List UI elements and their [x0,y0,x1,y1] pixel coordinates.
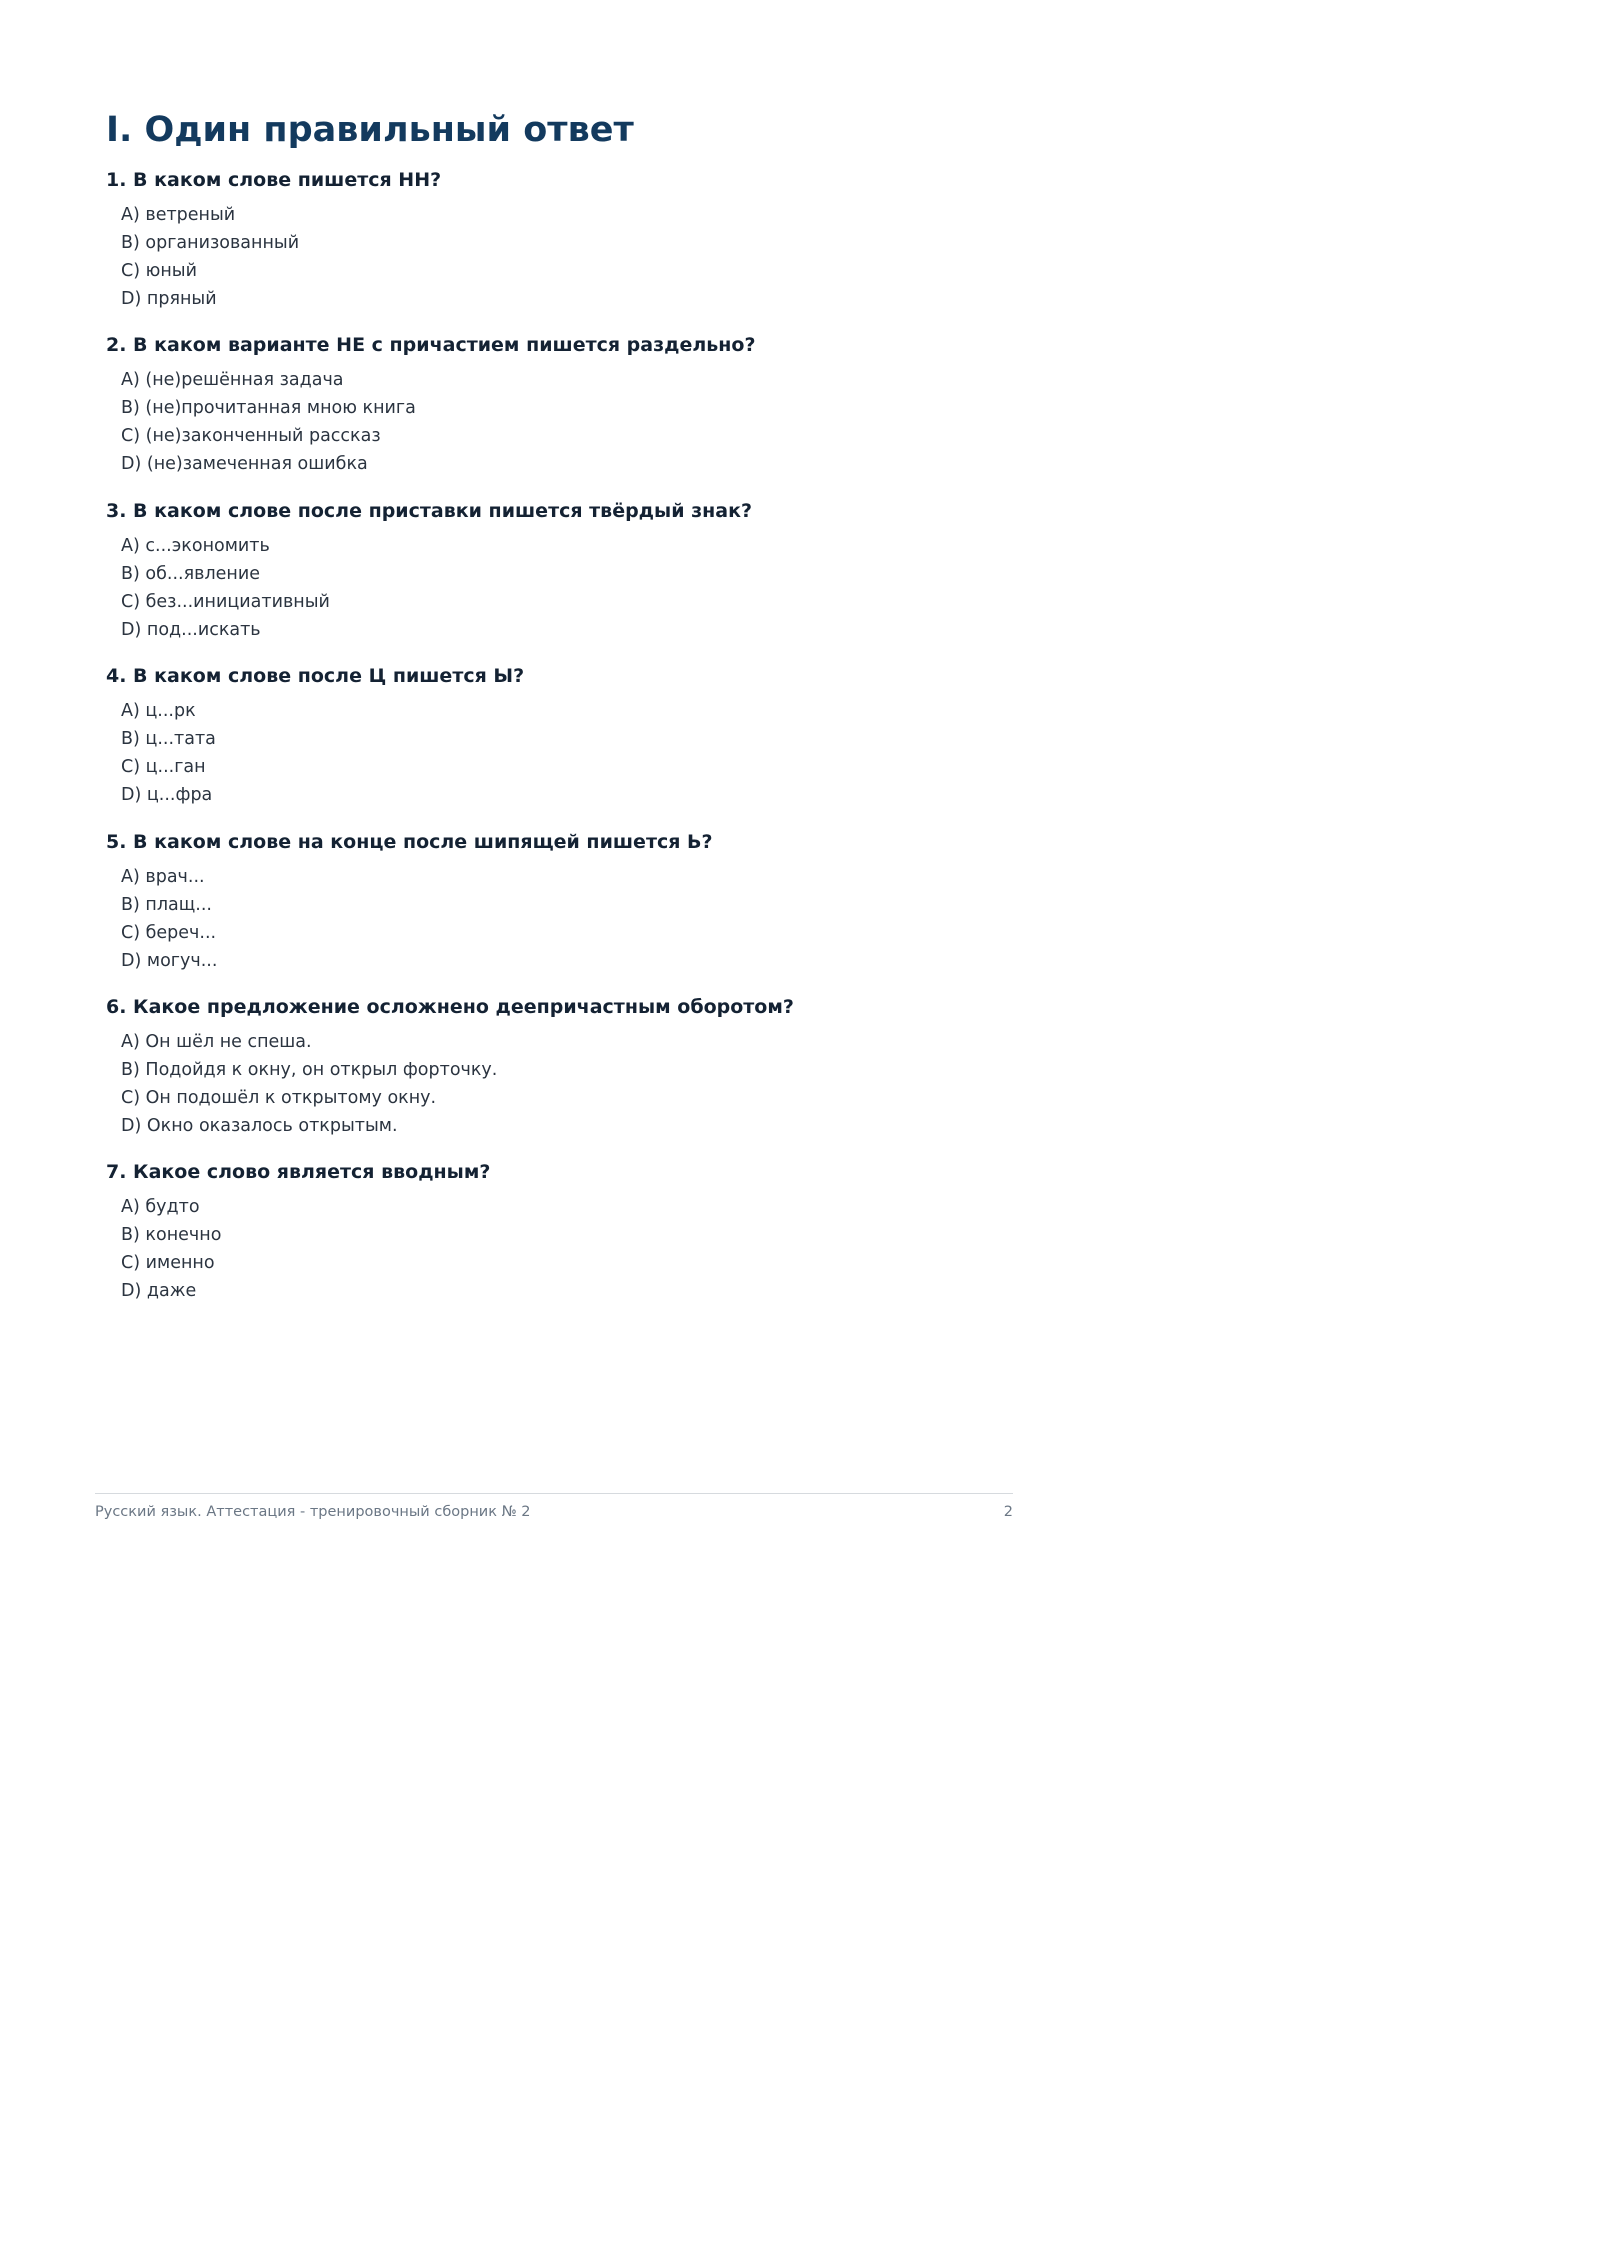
option-a [121,697,216,725]
option-text: ц...тата [145,729,216,750]
question-text: 6. Какое предложение осложнено деепричастным оборотом? [106,995,794,1018]
question-1 [106,164,1006,329]
option-letter: A) [121,1197,140,1218]
section-title: I. Один правильный ответ [106,110,634,150]
option-d [121,450,416,478]
option-a [121,201,299,229]
option-d [121,285,299,313]
option-d [121,947,217,975]
option-list [106,1193,221,1305]
option-text: могуч... [146,950,218,971]
option-text: врач... [145,866,205,887]
option-c [121,588,330,616]
option-a [121,1028,497,1056]
option-letter: A) [121,205,140,225]
question-3 [106,495,1006,660]
option-list [106,366,416,478]
option-letter: C) [121,1087,141,1108]
option-a [121,863,217,891]
option-letter: D) [121,785,142,806]
option-b [121,725,216,753]
option-text: ц...ган [145,757,206,778]
option-letter: C) [121,591,141,612]
option-text: ц...фра [146,785,213,806]
option-c [121,753,216,781]
question-text: 7. Какое слово является вводным? [106,1161,491,1184]
footer-divider [95,1493,1013,1494]
option-a [121,532,330,560]
option-letter: C) [121,261,141,281]
option-d [121,1112,497,1140]
option-letter: B) [121,894,140,915]
option-letter: B) [121,1225,140,1246]
option-text: (не)законченный рассказ [145,426,381,447]
option-letter: D) [121,619,142,640]
option-text: пряный [146,289,217,309]
option-c [121,919,217,947]
footer-title: Русский язык. Аттестация - тренировочный сборник № 2 [95,1504,531,1520]
option-letter: B) [121,1059,140,1080]
option-text: (не)замеченная ошибка [146,454,368,475]
question-text: 4. В каком слове после Ц пишется Ы? [106,665,525,688]
option-b [121,394,416,422]
option-letter: D) [121,950,142,971]
question-6 [106,991,1006,1156]
option-b [121,1221,221,1249]
option-letter: B) [121,398,140,419]
option-d [121,781,216,809]
option-text: юный [145,261,197,281]
document-page [0,0,1100,1555]
option-letter: D) [121,454,142,475]
option-letter: C) [121,1253,141,1274]
option-text: без...инициативный [145,591,330,612]
option-text: именно [145,1253,215,1274]
option-b [121,891,217,919]
option-text: будто [145,1197,200,1218]
option-list [106,201,299,313]
question-text: 1. В каком слове пишется НН? [106,169,442,191]
question-list [106,164,1006,1322]
option-text: Он подошёл к открытому окну. [145,1087,437,1108]
option-letter: D) [121,289,142,309]
option-text: даже [146,1281,197,1302]
option-letter: A) [121,866,140,887]
option-a [121,366,416,394]
question-4 [106,660,1006,825]
option-letter: B) [121,563,140,584]
option-letter: C) [121,757,141,778]
option-b [121,229,299,257]
option-text: береч... [145,922,217,943]
option-text: конечно [145,1225,222,1246]
option-text: под...искать [146,619,261,640]
option-letter: D) [121,1115,142,1136]
option-list [106,532,330,644]
option-text: Окно оказалось открытым. [146,1115,398,1136]
question-2 [106,329,1006,494]
option-text: с...экономить [145,535,270,556]
option-c [121,257,299,285]
option-d [121,1277,221,1305]
option-letter: B) [121,729,140,750]
question-text: 5. В каком слове на конце после шипящей пишется Ь? [106,830,713,853]
option-b [121,560,330,588]
question-text: 2. В каком варианте НЕ с причастием пишется раздельно? [106,334,756,357]
option-text: (не)прочитанная мною книга [145,398,416,419]
option-letter: A) [121,1031,140,1052]
option-c [121,1249,221,1277]
question-text: 3. В каком слове после приставки пишется твёрдый знак? [106,499,753,522]
option-text: ц...рк [145,701,196,722]
option-letter: A) [121,701,140,722]
option-text: об...явление [145,563,260,584]
question-7 [106,1156,1006,1321]
option-text: (не)решённая задача [145,370,344,391]
option-text: плащ... [145,894,212,915]
option-letter: D) [121,1281,142,1302]
option-list [106,863,217,975]
option-text: организованный [145,233,300,253]
option-c [121,422,416,450]
option-list [106,1028,497,1140]
page-number: 2 [1003,1504,1013,1520]
question-5 [106,826,1006,991]
option-list [106,697,216,809]
option-d [121,616,330,644]
option-letter: C) [121,922,141,943]
option-a [121,1193,221,1221]
option-letter: A) [121,535,140,556]
option-letter: B) [121,233,140,253]
option-text: Подойдя к окну, он открыл форточку. [145,1059,498,1080]
option-b [121,1056,497,1084]
option-letter: C) [121,426,141,447]
option-text: Он шёл не спеша. [145,1031,312,1052]
option-c [121,1084,497,1112]
option-text: ветреный [145,205,236,225]
option-letter: A) [121,370,140,391]
